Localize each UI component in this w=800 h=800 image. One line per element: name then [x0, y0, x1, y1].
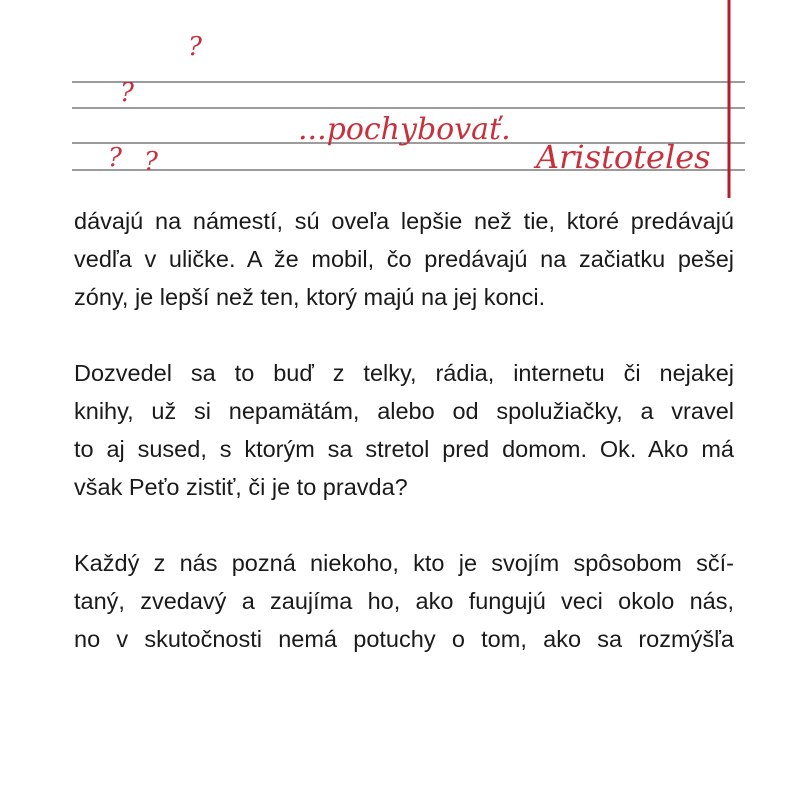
text-line: Každý z nás pozná niekoho, kto je svojím spôsobom sčí-	[74, 550, 734, 576]
text-line: dávajú na námestí, sú oveľa lepšie než tie, ktoré predávajú	[74, 208, 734, 234]
text-line: no v skutočnosti nemá potuchy o tom, ako sa rozmýšľa	[74, 626, 734, 652]
question-mark-icon: ?	[120, 78, 134, 108]
question-mark-icon: ?	[108, 143, 122, 173]
notebook-header	[0, 0, 800, 200]
text-line: Dozvedel sa to buď z telky, rádia, internetu či nejakej	[74, 360, 734, 386]
text-line: vedľa v uličke. A že mobil, čo predávajú na začiatku pešej	[74, 246, 734, 272]
quote-fragment: ...pochybovať.	[298, 112, 511, 147]
question-mark-icon: ?	[144, 147, 158, 177]
text-line: však Peťo zistiť, či je to pravda?	[74, 474, 408, 500]
paragraph	[74, 202, 734, 316]
quote-author: Aristoteles	[536, 138, 711, 176]
paragraph	[74, 544, 734, 658]
text-line: to aj sused, s ktorým sa stretol pred domom. Ok. Ako má	[74, 436, 734, 462]
body-text	[74, 202, 734, 696]
paragraph	[74, 354, 734, 506]
text-line: zóny, je lepší než ten, ktorý majú na jej konci.	[74, 284, 546, 310]
text-line: knihy, už si nepamätám, alebo od spolužiačky, a vravel	[74, 398, 734, 424]
text-line: taný, zvedavý a zaujíma ho, ako fungujú veci okolo nás,	[74, 588, 734, 614]
question-mark-icon: ?	[188, 32, 202, 62]
